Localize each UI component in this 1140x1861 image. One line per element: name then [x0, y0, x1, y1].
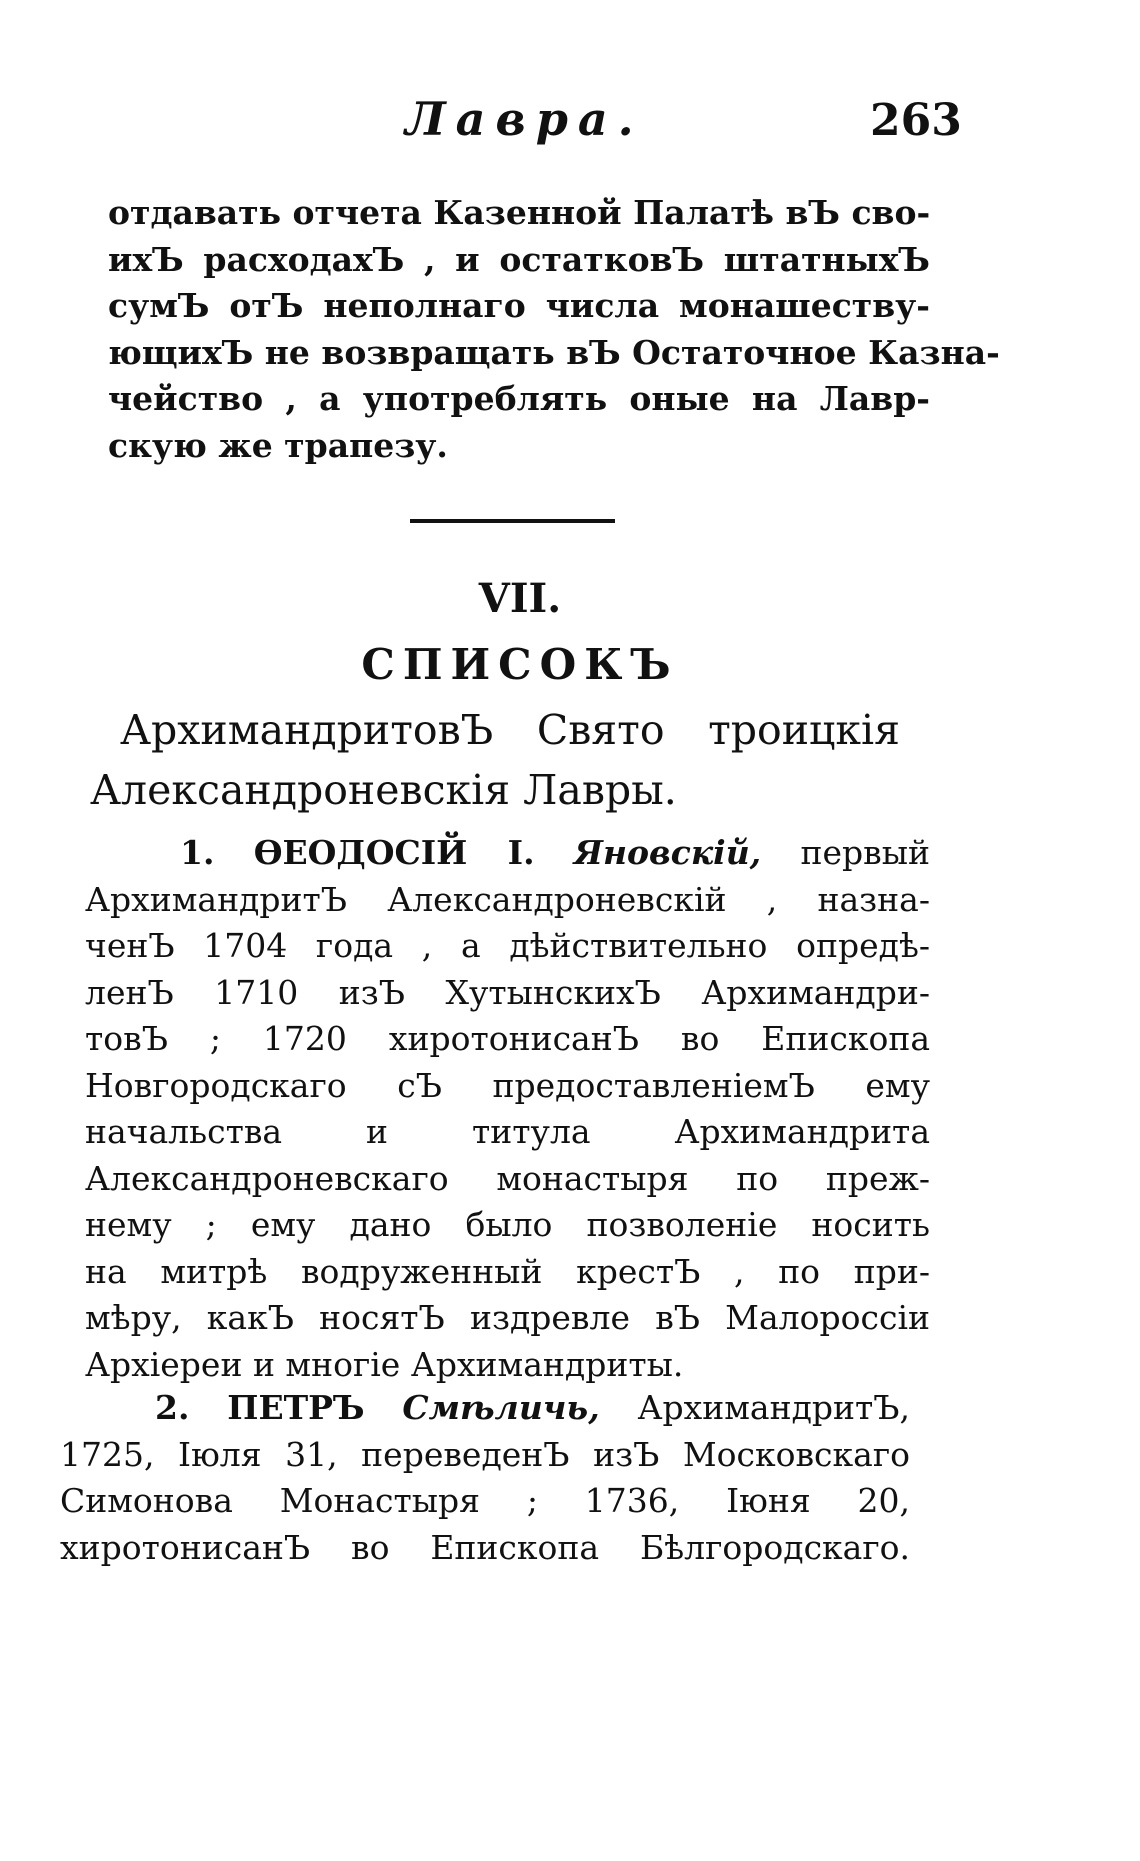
entry-heading-line: [60, 1385, 910, 1432]
text-line: товЪ ; 1720 хиротонисанЪ во Епископа: [85, 1019, 930, 1058]
page-number: 263: [870, 95, 962, 146]
text-line: ленЪ 1710 изЪ ХутынскихЪ Архимандри-: [85, 972, 930, 1012]
entry-surname: Смѣличь,: [402, 1388, 600, 1427]
entry-1: [85, 830, 930, 1388]
paragraph-continuation: [108, 190, 1000, 469]
subtitle-line: Александроневскія Лавры.: [90, 766, 677, 814]
section-number: VII.: [478, 575, 562, 622]
entry-first-line-rest: первый: [800, 833, 930, 872]
section-divider: [410, 519, 615, 523]
text-line: отдавать отчета Казенной Палатѣ вЪ сво-: [108, 193, 931, 232]
text-line: ющихЪ не возвращать вЪ Остаточное Казна-: [108, 332, 1000, 372]
text-line: ченЪ 1704 года , а дѣйствительно опредѣ-: [85, 926, 930, 965]
text-line: начальства и титула Архимандрита: [85, 1112, 930, 1151]
entry-heading-line: [85, 830, 930, 877]
text-line: скую же трапезу.: [108, 425, 448, 465]
text-line: мѣру, какЪ носятЪ издревле вЪ Малороссіи: [85, 1298, 930, 1337]
text-line: на митрѣ водруженный крестЪ , по при-: [85, 1251, 930, 1291]
text-line: сумЪ отЪ неполнаго числа монашеству-: [108, 286, 930, 325]
text-line: Александроневскаго монастыря по преж-: [85, 1158, 930, 1198]
text-line: 1725, Іюля 31, переведенЪ изЪ Московскаго: [60, 1434, 910, 1474]
text-line: Новгородскаго сЪ предоставленіемЪ ему: [85, 1065, 930, 1105]
text-line: хиротонисанЪ во Епископа Бѣлгородскаго.: [60, 1527, 910, 1567]
entry-name: ПЕТРЪ: [227, 1388, 365, 1427]
entry-first-line-rest: АрхимандритЪ,: [637, 1388, 910, 1427]
text-line: ихЪ расходахЪ , и остатковЪ штатныхЪ: [108, 239, 930, 279]
text-line: нему ; ему дано было позволеніе носить: [85, 1205, 930, 1244]
entry-number: 2.: [155, 1388, 190, 1427]
entry-2: [60, 1385, 910, 1571]
text-line: Симонова Монастыря ; 1736, Іюня 20,: [60, 1481, 910, 1520]
entry-surname: Яновскій,: [573, 833, 762, 872]
text-line: АрхимандритЪ Александроневскій , назна-: [85, 879, 930, 919]
subtitle-line: АрхимандритовЪ Свято троицкія: [120, 706, 900, 754]
text-line: чейство , а употреблять оные на Лавр-: [108, 379, 930, 418]
section-subtitle: [90, 700, 900, 820]
entry-number: 1.: [180, 833, 215, 872]
running-head: Лавра.: [405, 92, 644, 146]
section-title: СПИСОКЪ: [361, 640, 679, 689]
entry-name: ѲЕОДОСІЙ I.: [253, 833, 535, 872]
text-line: Архіереи и многіе Архимандриты.: [85, 1344, 684, 1384]
